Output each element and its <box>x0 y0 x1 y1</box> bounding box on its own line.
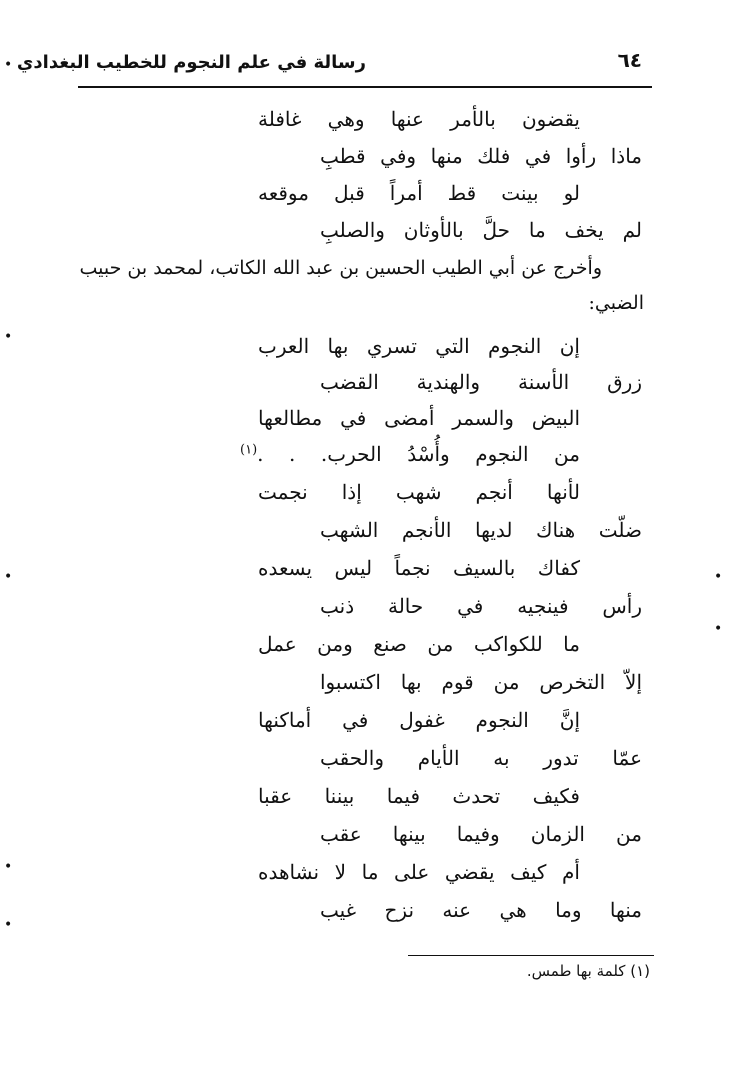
footnote-text: كلمة بها طمس. <box>526 962 626 980</box>
verse-line-with-footnote <box>240 438 580 470</box>
verse-line: زرق الأسنة والهندية القضب <box>320 370 642 394</box>
verse-line: يقضون بالأمر عنها وهي غافلة <box>258 107 580 131</box>
prose-line: وأخرج عن أبي الطيب الحسين بن عبد الله الكاتب، لمحمد بن حبيب <box>79 257 602 279</box>
margin-mark: • <box>4 329 13 345</box>
verse-line: ماذا رأوا في فلك منها وفي قطبِ <box>320 144 642 168</box>
running-header-title: رسالة في علم النجوم للخطيب البغدادي <box>16 52 366 73</box>
margin-mark: • <box>714 569 723 585</box>
verse-line: إنَّ النجوم غفول في أماكنها <box>258 708 580 732</box>
verse-line: لم يخف ما حلَّ بالأوثان والصلبِ <box>320 218 642 242</box>
margin-mark: • <box>4 57 13 73</box>
footnote <box>527 962 650 980</box>
verse-line: إن النجوم التي تسري بها العرب <box>258 334 580 358</box>
verse-text: من النجوم وأُسْدُ الحرب. . . <box>257 442 580 466</box>
verse-line: ضلّت هناك لديها الأنجم الشهب <box>320 518 642 542</box>
footnote-rule <box>408 955 654 956</box>
margin-mark: • <box>714 621 723 637</box>
margin-mark: • <box>4 917 13 933</box>
footnote-mark: (١) <box>630 962 650 980</box>
verse-line: أم كيف يقضي على ما لا نشاهده <box>258 860 580 884</box>
verse-line: فكيف تحدث فيما بيننا عقبا <box>258 784 580 808</box>
verse-line: ما للكواكب من صنع ومن عمل <box>258 632 580 656</box>
margin-mark: • <box>4 569 13 585</box>
verse-line: لأنها أنجم شهب إذا نجمت <box>258 480 580 504</box>
margin-mark: • <box>4 859 13 875</box>
header-rule <box>78 86 652 88</box>
verse-line: من الزمان وفيما بينها عقب <box>320 822 642 846</box>
verse-line: إلاّ التخرص من قوم بها اكتسبوا <box>320 670 642 694</box>
verse-line: عمّا تدور به الأيام والحقب <box>320 746 642 770</box>
verse-line: كفاك بالسيف نجماً ليس يسعده <box>258 556 580 580</box>
prose-line: الضبي: <box>588 292 644 314</box>
page-number: ٦٤ <box>617 48 642 72</box>
verse-line: البيض والسمر أمضى في مطالعها <box>258 406 580 430</box>
footnote-reference: (١) <box>240 442 258 458</box>
verse-line: رأس فينجيه في حالة ذنب <box>320 594 642 618</box>
verse-line: لو بينت قط أمراً قبل موقعه <box>258 181 580 205</box>
verse-line: منها وما هي عنه نزح غيب <box>320 898 642 922</box>
